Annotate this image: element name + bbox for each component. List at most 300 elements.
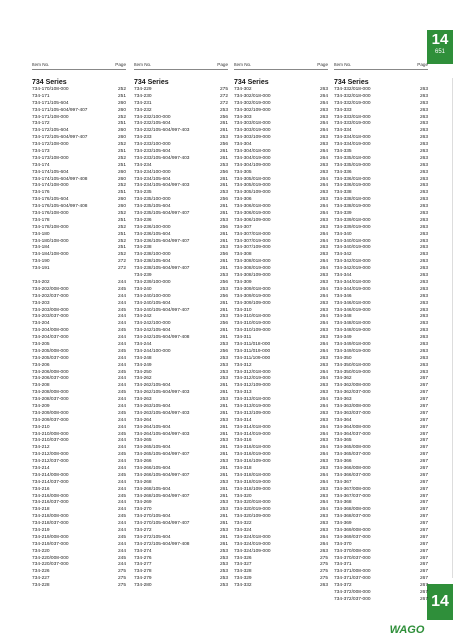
- index-row: [134, 425, 228, 432]
- page-ref: 253: [219, 162, 228, 168]
- page-ref: 263: [319, 548, 328, 554]
- page-ref: 267: [419, 493, 428, 499]
- page-ref: 267: [419, 534, 428, 540]
- item-number: 734-313: [234, 390, 252, 396]
- page-ref: 263: [419, 328, 428, 334]
- index-row: [234, 583, 328, 590]
- page-ref: 267: [419, 417, 428, 423]
- page-ref: 267: [419, 452, 428, 458]
- index-row: [32, 287, 126, 294]
- page-ref: 261: [219, 486, 228, 492]
- index-row: [134, 349, 228, 356]
- item-number: 734-272/105-604/997-408: [134, 541, 190, 547]
- page-ref: 267: [419, 431, 428, 437]
- page-ref: 253: [219, 135, 228, 141]
- page-ref: 263: [319, 300, 328, 306]
- page-ref: 264: [319, 183, 328, 189]
- item-number: 734-219/037-000: [32, 541, 69, 547]
- page-ref: 245: [117, 390, 126, 396]
- index-row: [334, 466, 428, 473]
- item-number: 734-265: [134, 438, 152, 444]
- page-ref: 264: [319, 314, 328, 320]
- item-number: 734-274: [134, 548, 152, 554]
- page-ref: 252: [117, 224, 126, 230]
- page-ref: 253: [219, 528, 228, 533]
- item-number: 734-303: [234, 114, 252, 120]
- index-row: [32, 294, 126, 301]
- page-ref: 263: [419, 162, 428, 168]
- item-number: 734-309/018-000: [234, 286, 271, 292]
- item-number: 734-178: [32, 217, 50, 223]
- index-row: [234, 411, 328, 418]
- chapter-tab: [427, 30, 453, 64]
- item-number: 734-233/100-000: [134, 142, 171, 148]
- item-number: 734-344/019-000: [334, 286, 371, 292]
- item-number: 734-311/018-000: [234, 341, 271, 347]
- item-number: 734-367: [334, 479, 352, 485]
- page-ref: 256: [219, 252, 228, 258]
- item-number: 734-366/008-000: [334, 465, 371, 471]
- item-number: 734-279: [134, 576, 152, 582]
- index-row: [234, 94, 328, 101]
- page-ref: 263: [419, 169, 428, 175]
- page-ref: 256: [219, 293, 228, 299]
- page-ref: 253: [219, 217, 228, 223]
- index-row: [134, 266, 228, 273]
- index-row: [334, 459, 428, 466]
- page-ref: 264: [319, 293, 328, 299]
- page-ref: 245: [117, 555, 126, 561]
- item-number: 734-370: [334, 541, 352, 547]
- index-row: [234, 356, 328, 363]
- index-row: [32, 142, 126, 149]
- index-row: [334, 273, 428, 280]
- item-number: 734-364/037-000: [334, 431, 371, 437]
- item-number: 734-339/019-000: [334, 224, 371, 230]
- page-ref: 264: [319, 286, 328, 292]
- page-ref: 261: [219, 390, 228, 396]
- index-row: [234, 549, 328, 556]
- index-row: [32, 94, 126, 101]
- item-number: 734-368: [334, 500, 352, 506]
- page-ref: 253: [219, 397, 228, 403]
- index-row: [134, 156, 228, 163]
- index-row: [334, 142, 428, 149]
- item-number: 734-308/109-000: [234, 273, 271, 279]
- page-ref: 252: [117, 252, 126, 258]
- item-number: 734-334/019-000: [334, 142, 371, 148]
- index-row: [32, 301, 126, 308]
- page-ref: 261: [219, 541, 228, 547]
- index-row: [32, 211, 126, 218]
- item-number: 734-366: [334, 459, 352, 465]
- item-number: 734-204/037-000: [32, 335, 69, 341]
- item-number: 734-332/018-000: [334, 93, 371, 99]
- item-number: 734-340/018-000: [334, 238, 371, 244]
- item-number: 734-340: [334, 231, 352, 237]
- page-ref: 261: [219, 328, 228, 334]
- page-ref: 244: [117, 403, 126, 409]
- index-row: [32, 280, 126, 287]
- page-ref: 263: [319, 224, 328, 230]
- item-number: 734-304: [234, 142, 252, 148]
- page-ref: 267: [419, 576, 428, 582]
- item-number: 734-305/109-000: [234, 190, 271, 196]
- item-number: 734-270: [134, 507, 152, 513]
- page-ref: 251: [117, 245, 126, 251]
- item-number: 734-266/105-604: [134, 465, 171, 471]
- page-ref: 263: [419, 155, 428, 161]
- page-ref: 263: [419, 266, 428, 272]
- index-row: [134, 342, 228, 349]
- index-row: [32, 363, 126, 370]
- item-number: 734-203: [32, 300, 50, 306]
- item-number: 734-212/037-000: [32, 459, 69, 465]
- item-number: 734-171/105-604/997-407: [32, 107, 88, 113]
- item-number: 734-204: [32, 321, 50, 327]
- item-number: 734-312: [234, 362, 252, 368]
- item-number: 734-302: [234, 87, 252, 92]
- page-ref: 263: [319, 87, 328, 92]
- page-ref: 272: [219, 100, 228, 106]
- page-ref: 244: [117, 438, 126, 444]
- item-number: 734-220: [32, 548, 50, 554]
- page-ref: 245: [117, 452, 126, 458]
- item-number: 734-304/109-000: [234, 162, 271, 168]
- page-ref: 264: [319, 128, 328, 134]
- item-number: 734-313/018-000: [234, 397, 271, 403]
- item-number: 734-306/018-000: [234, 204, 271, 210]
- index-row: [234, 528, 328, 535]
- item-number: 734-311/109-000: [234, 355, 271, 361]
- index-row: [134, 301, 228, 308]
- index-row: [234, 280, 328, 287]
- index-row: [334, 535, 428, 542]
- item-number: 734-202: [32, 279, 50, 285]
- page-ref: 267: [419, 479, 428, 485]
- index-row: [32, 225, 126, 232]
- page-ref: 263: [319, 355, 328, 361]
- item-number: 734-238/105-604: [134, 259, 171, 265]
- page-ref: 261: [219, 149, 228, 155]
- page-ref: 261: [219, 534, 228, 540]
- page-ref: 256: [219, 114, 228, 120]
- page-ref: 275: [319, 555, 328, 561]
- item-number: 734-308/019-000: [234, 266, 271, 272]
- page-ref: 263: [319, 390, 328, 396]
- item-number: 734-206: [32, 362, 50, 368]
- item-number: 734-214: [32, 465, 50, 471]
- item-number: 734-216: [32, 486, 50, 492]
- page-ref: 245: [117, 472, 126, 478]
- index-row: [334, 163, 428, 170]
- index-row: [32, 528, 126, 535]
- index-row: [334, 87, 428, 94]
- index-row: [334, 542, 428, 549]
- item-number: 734-202/008-000: [32, 286, 69, 292]
- page-ref: 263: [319, 273, 328, 279]
- page-ref: 251: [117, 121, 126, 127]
- item-number: 734-369/008-000: [334, 528, 371, 533]
- index-row: [32, 473, 126, 480]
- index-row: [32, 266, 126, 273]
- item-number: 734-334/018-000: [334, 135, 371, 141]
- page-ref: 253: [219, 555, 228, 561]
- item-number: 734-268/105-604/997-407: [134, 493, 190, 499]
- item-number: 734-367/008-000: [334, 486, 371, 492]
- item-number: 734-262/105-604: [134, 383, 171, 389]
- item-number: 734-304/019-000: [234, 155, 271, 161]
- series-title: 734 Series: [234, 79, 269, 86]
- index-row: [134, 108, 228, 115]
- index-row: [334, 521, 428, 528]
- item-number: 734-307/018-000: [234, 231, 271, 237]
- index-row: [234, 163, 328, 170]
- item-number: 734-327: [234, 562, 252, 568]
- page-ref: 263: [419, 211, 428, 217]
- item-number: 734-238/100-000: [134, 252, 171, 258]
- item-number: 734-209/037-000: [32, 417, 69, 423]
- index-row: [334, 590, 428, 597]
- index-row: [32, 349, 126, 356]
- page-ref: 263: [419, 321, 428, 327]
- item-number: 734-171/105-604: [32, 100, 69, 106]
- item-number: 734-346: [334, 293, 352, 299]
- index-row: [234, 521, 328, 528]
- index-row: [334, 108, 428, 115]
- item-number: 734-174: [32, 162, 50, 168]
- page-ref: 263: [319, 459, 328, 465]
- item-number: 734-231: [134, 100, 152, 106]
- page-ref: 245: [117, 410, 126, 416]
- item-number: 734-235/100-000: [134, 197, 171, 203]
- page-ref: 253: [219, 417, 228, 423]
- page-ref: 263: [419, 183, 428, 189]
- index-row: [32, 411, 126, 418]
- item-number: 734-310/018-000: [234, 314, 271, 320]
- index-row: [334, 101, 428, 108]
- page-ref: 253: [219, 286, 228, 292]
- page-ref: 267: [419, 596, 428, 602]
- page-ref: 263: [419, 128, 428, 134]
- page-ref: 264: [319, 204, 328, 210]
- page-ref: 244: [117, 383, 126, 389]
- item-number: 734-348/018-000: [334, 321, 371, 327]
- item-number: 734-218/008-000: [32, 514, 69, 520]
- page-ref: 263: [319, 514, 328, 520]
- page-ref: 267: [419, 528, 428, 533]
- page-ref: 244: [117, 459, 126, 465]
- page-ref: 251: [117, 149, 126, 155]
- page-ref: 263: [419, 245, 428, 251]
- item-number: 734-333/018-000: [334, 114, 371, 120]
- index-row: [234, 266, 328, 273]
- index-row: [32, 101, 126, 108]
- index-row: [234, 418, 328, 425]
- item-number: 734-174/105-604/997-408: [32, 176, 88, 182]
- item-number: 734-210: [32, 424, 50, 430]
- column-header: [334, 62, 428, 70]
- page-ref: 245: [117, 534, 126, 540]
- page-ref: 264: [319, 100, 328, 106]
- index-row: [134, 149, 228, 156]
- series-title: 734 Series: [134, 79, 169, 86]
- item-number: 734-239: [134, 273, 152, 279]
- item-number: 734-265/105-604/997-407: [134, 452, 190, 458]
- page-ref: 261: [219, 410, 228, 416]
- item-number: 734-372: [334, 583, 352, 589]
- page-ref: 264: [319, 403, 328, 409]
- page-ref: 260: [117, 107, 126, 113]
- item-number: 734-338: [334, 190, 352, 196]
- index-row: [334, 287, 428, 294]
- page-ref: 263: [419, 231, 428, 237]
- item-number: 734-362: [334, 376, 352, 382]
- item-number: 734-232: [134, 107, 152, 113]
- item-number: 734-314/019-000: [234, 431, 271, 437]
- page-ref: 264: [319, 321, 328, 327]
- item-number: 734-335/018-000: [334, 155, 371, 161]
- item-number: 734-344: [334, 273, 352, 279]
- index-row: [134, 404, 228, 411]
- index-row: [32, 149, 126, 156]
- page-ref: 263: [419, 279, 428, 285]
- item-number: 734-309: [234, 279, 252, 285]
- index-row: [334, 94, 428, 101]
- index-row: [234, 459, 328, 466]
- index-column: [334, 62, 428, 604]
- wago-logo-text: WAGO: [389, 624, 425, 636]
- page-ref: 261: [219, 521, 228, 527]
- page-ref: 264: [319, 121, 328, 127]
- page-ref: 261: [219, 472, 228, 478]
- page-ref: 252: [117, 114, 126, 120]
- page-ref: 263: [319, 362, 328, 368]
- page-ref: 245: [117, 431, 126, 437]
- page-ref: 267: [419, 397, 428, 403]
- page-ref: 253: [219, 438, 228, 444]
- item-number: 734-322: [234, 521, 252, 527]
- page-header: Page: [417, 62, 428, 67]
- index-row: [334, 170, 428, 177]
- page-ref: 253: [219, 500, 228, 506]
- index-row: [134, 549, 228, 556]
- item-number: 734-306: [234, 197, 252, 203]
- page-ref: 263: [419, 293, 428, 299]
- page-ref: 263: [319, 245, 328, 251]
- item-number: 734-180/108-000: [32, 238, 69, 244]
- page-header: Page: [217, 62, 228, 67]
- page-ref: 275: [319, 562, 328, 568]
- page-ref: 267: [419, 500, 428, 506]
- index-row: [234, 363, 328, 370]
- page-ref: 264: [319, 341, 328, 347]
- item-number: 734-270/105-604: [134, 514, 171, 520]
- page-number: 651: [434, 49, 445, 55]
- page-ref: 244: [117, 279, 126, 285]
- item-number: 734-324/109-000: [234, 548, 271, 554]
- page-ref: 244: [117, 355, 126, 361]
- page-ref: 244: [117, 479, 126, 485]
- item-number: 734-218: [32, 507, 50, 513]
- page-ref: 263: [419, 87, 428, 92]
- index-row: [32, 466, 126, 473]
- index-row: [32, 459, 126, 466]
- item-number: 734-226: [32, 569, 50, 575]
- item-number: 734-232/100-000: [134, 114, 171, 120]
- page-ref: 275: [319, 569, 328, 575]
- index-row: [32, 404, 126, 411]
- item-number: 734-309/019-000: [234, 293, 271, 299]
- item-number: 734-214/037-000: [32, 479, 69, 485]
- item-number: 734-214/008-000: [32, 472, 69, 478]
- item-number: 734-320/019-000: [234, 507, 271, 513]
- page-ref: 253: [219, 376, 228, 382]
- item-number: 734-304/018-000: [234, 149, 271, 155]
- item-number: 734-349: [334, 335, 352, 341]
- item-number: 734-269: [134, 500, 152, 506]
- item-number: 734-202/037-000: [32, 293, 69, 299]
- page-ref: 263: [319, 335, 328, 341]
- item-number: 734-235/105-604/997-407: [134, 211, 190, 217]
- page-ref: 264: [319, 231, 328, 237]
- index-row: [234, 404, 328, 411]
- page-ref: 244: [117, 300, 126, 306]
- item-number: 734-312/109-000: [234, 383, 271, 389]
- page-ref: 263: [419, 197, 428, 203]
- page-ref: 264: [319, 238, 328, 244]
- page-ref: 264: [319, 534, 328, 540]
- item-number: 734-230: [134, 93, 152, 99]
- item-number: 734-318/018-000: [234, 472, 271, 478]
- index-row: [134, 473, 228, 480]
- column-header: [32, 62, 126, 70]
- page-ref: 263: [319, 493, 328, 499]
- index-row: [134, 273, 228, 280]
- page-ref: 263: [319, 528, 328, 533]
- index-row: [134, 528, 228, 535]
- item-number: 734-266: [134, 459, 152, 465]
- item-number: 734-233/105-604/997-403: [134, 155, 190, 161]
- page-ref: 261: [219, 445, 228, 451]
- index-row: [234, 466, 328, 473]
- page-ref: 263: [419, 100, 428, 106]
- page-ref: 263: [419, 121, 428, 127]
- item-number: 734-342: [334, 252, 352, 258]
- index-row: [134, 418, 228, 425]
- page-ref: 244: [117, 335, 126, 341]
- index-row: [334, 149, 428, 156]
- page-ref: 263: [319, 169, 328, 175]
- item-number: 734-248: [134, 355, 152, 361]
- page-ref: 263: [319, 521, 328, 527]
- item-number: 734-242/100-000: [134, 321, 171, 327]
- page-ref: 263: [419, 190, 428, 196]
- item-number: 734-306/019-000: [234, 211, 271, 217]
- index-row: [32, 156, 126, 163]
- page-ref: 263: [319, 135, 328, 141]
- item-number: 734-203/037-000: [32, 314, 69, 320]
- page-ref: 261: [219, 211, 228, 217]
- item-number: 734-204/008-000: [32, 328, 69, 334]
- item-number: 734-176: [32, 190, 50, 196]
- column-header: [234, 62, 328, 70]
- index-row: [134, 94, 228, 101]
- index-row: [32, 335, 126, 342]
- item-number: 734-208: [32, 383, 50, 389]
- page-ref: 251: [117, 190, 126, 196]
- item-number: 734-263: [134, 397, 152, 403]
